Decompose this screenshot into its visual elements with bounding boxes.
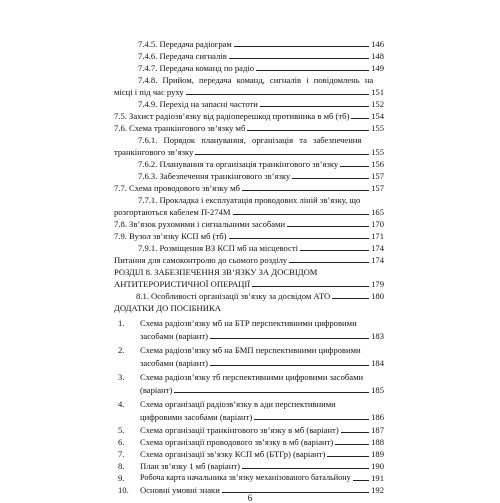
toc-page-number: 186 (371, 412, 384, 422)
leader-line (233, 214, 370, 215)
appendix-number: 6. (118, 437, 125, 447)
toc-page-number: 148 (371, 51, 384, 61)
leader-line (289, 262, 369, 263)
leader-line (340, 166, 369, 167)
toc-page-number: 188 (371, 437, 384, 447)
leader-line (186, 94, 369, 95)
toc-entry-text: 8.1. Особливості організації зв’язку за досвідом АТО (136, 291, 331, 301)
toc-entry-text: Робоча карта начальника зв’язку механізованого батальйону (140, 473, 351, 482)
appendix-number: 3. (118, 372, 125, 382)
leader-line (327, 456, 369, 457)
toc-entry-text: Схема радіозв’язку мб на БМП перспективними цифровими (140, 345, 361, 355)
toc-entry-text: 7.6.2. Планування та організація транкінгового зв’язку (138, 159, 339, 169)
toc-entry (114, 123, 384, 133)
toc-page-number: 154 (371, 111, 384, 121)
leader-line (254, 419, 369, 420)
leader-line (260, 106, 369, 107)
toc-entry-text: цифровими засобами (варіант) (140, 412, 253, 422)
toc-entry (138, 63, 384, 73)
toc-page-number: 191 (371, 473, 384, 483)
leader-line (252, 286, 369, 287)
toc-entry-text: Схема радіозв’язку тб перспективними цифровими засобами (140, 372, 364, 382)
chapter-heading: РОЗДІЛ 8. ЗАБЕЗПЕЧЕННЯ ЗВ’ЯЗКУ ЗА ДОСВІДОМ (114, 267, 318, 277)
toc-entry (114, 279, 384, 289)
toc-page-number: 156 (371, 159, 384, 169)
toc-entry (138, 171, 384, 181)
toc-entry (114, 147, 384, 157)
toc-entry-text: Схема радіозв’язку мб на БТР перспективними цифровими (140, 318, 357, 328)
toc-entry (140, 385, 384, 395)
appendix-number: 1. (118, 318, 125, 328)
toc-entry-text: 7.4.5. Передача радіограм (138, 39, 232, 49)
toc-page-number: 170 (371, 219, 384, 229)
leader-line (242, 468, 369, 469)
toc-page-number: 187 (371, 425, 384, 435)
toc-entry-text: 7.4.9. Перехід на запасні частоти (138, 99, 258, 109)
leader-line (242, 190, 369, 191)
toc-entry (140, 425, 384, 435)
toc-entry-text: Схема організації транкінгового зв’язку в мб (варіант) (140, 425, 339, 435)
appendix-number: 10. (118, 485, 129, 495)
toc-entry (138, 51, 384, 61)
toc-entry-text: місці і під час руху (114, 87, 184, 97)
toc-entry (140, 412, 384, 422)
leader-line (335, 444, 369, 445)
toc-entry (138, 159, 384, 169)
toc-entry (114, 207, 384, 217)
toc-page-number: 174 (371, 243, 384, 253)
leader-line (174, 392, 369, 393)
appendix-number: 8. (118, 461, 125, 471)
toc-entry-text: 7.4.8. Прийом, передача команд, сигналів і повідомлень на (138, 75, 374, 85)
toc-entry-text: засобами (варіант) (140, 358, 209, 368)
toc-entry-text: розгортаються кабелем П-274М (114, 207, 231, 217)
toc-page-number: 174 (371, 255, 384, 265)
toc-entry-text: 7.4.7. Передача команд по радіо (138, 63, 255, 73)
toc-page-number: 180 (371, 291, 384, 301)
toc-entry-text: 7.7.1. Прокладка і експлуатація проводових ліній зв’язку, що (138, 195, 361, 205)
toc-page-number: 190 (371, 461, 384, 471)
toc-page-number: 151 (371, 87, 384, 97)
toc-entry-text: 7.9.1. Розміщення ВЗ КСП мб на місцевості (138, 243, 299, 253)
toc-entry (138, 243, 384, 253)
toc-entry (114, 231, 384, 241)
toc-entry-text: засобами (варіант) (140, 331, 209, 341)
leader-line (300, 250, 369, 251)
leader-line (351, 118, 369, 119)
toc-entry-text: 7.6.3. Забезпечення транкінгового зв’язку (138, 171, 291, 181)
toc-entry-text: АНТИТЕРОРИСТИЧНОЇ ОПЕРАЦІЇ (114, 279, 251, 289)
leader-line (292, 178, 369, 179)
toc-entry-text: 7.5. Захист радіозв’язку від радіоперешкод противника в мб (тб) (114, 111, 350, 121)
toc-entry-text: Схема організації радіозв’язку в ади перспективними (140, 399, 336, 409)
toc-entry-text: транкінгового зв’язку (114, 147, 194, 157)
toc-page-number: 157 (371, 183, 384, 193)
toc-entry (114, 87, 384, 97)
toc-entry-text: 7.4.6. Передача сигналів (138, 51, 227, 61)
toc-page-number: 157 (371, 171, 384, 181)
leader-line (353, 480, 369, 481)
appendix-heading: ДОДАТКИ ДО ПОСІБНИКА (114, 303, 221, 313)
toc-entry-text: План зв’язку 1 мб (варіант) (140, 461, 240, 471)
leader-line (195, 154, 369, 155)
appendix-number: 2. (118, 345, 125, 355)
toc-entry-text: Основні умовні знаки (140, 485, 220, 495)
toc-entry (140, 358, 384, 368)
toc-page-number: 152 (371, 99, 384, 109)
toc-entry-text: Схема організації проводового зв’язку в мб (варіант) (140, 437, 334, 447)
leader-line (210, 365, 369, 366)
toc-entry-text: 7.9. Вузол зв’язку КСП мб (тб) (114, 231, 227, 241)
toc-entry-text: 7.8. Зв’язок рухомими і сигнальними засобами (114, 219, 286, 229)
toc-page-number: 185 (371, 385, 384, 395)
toc-entry-text: 7.7. Схема проводового зв’язку мб (114, 183, 240, 193)
toc-page-number: 146 (371, 39, 384, 49)
toc-page-number: 189 (371, 449, 384, 459)
toc-page-number: 179 (371, 279, 384, 289)
leader-line (256, 70, 369, 71)
toc-entry (140, 437, 384, 447)
toc-entry (140, 449, 384, 459)
leader-line (229, 238, 370, 239)
toc-page-number: 149 (371, 63, 384, 73)
toc-entry (140, 473, 384, 483)
toc-entry (136, 291, 384, 301)
appendix-number: 9. (118, 473, 125, 483)
toc-entry (140, 461, 384, 471)
toc-entry (140, 331, 384, 341)
appendix-number: 4. (118, 399, 125, 409)
leader-line (229, 58, 369, 59)
toc-page-number: 192 (371, 485, 384, 495)
toc-entry-text: 7.6. Схема транкінгового зв’язку мб (114, 123, 246, 133)
leader-line (341, 432, 369, 433)
appendix-number: 7. (118, 449, 125, 459)
page-number: 6 (247, 493, 253, 503)
toc-page-number: 171 (371, 231, 384, 241)
toc-entry-text: Схема організації зв’язку КСП мб (БТГр) (варіант) (140, 449, 326, 459)
toc-entry (114, 111, 384, 121)
toc-entry (114, 219, 384, 229)
leader-line (247, 130, 369, 131)
toc-entry (114, 255, 384, 265)
toc-page-number: 184 (371, 358, 384, 368)
leader-line (234, 46, 369, 47)
appendix-number: 5. (118, 425, 125, 435)
toc-entry (138, 39, 384, 49)
leader-line (332, 298, 369, 299)
toc-entry (114, 183, 384, 193)
toc-page-number: 155 (371, 123, 384, 133)
leader-line (210, 338, 369, 339)
toc-page-number: 165 (371, 207, 384, 217)
toc-entry-text: Питання для самоконтролю до сьомого розділу (114, 255, 288, 265)
toc-entry-text: 7.6.1. Порядок планування, організація та забезпечення (138, 135, 362, 145)
toc-page-number: 183 (371, 331, 384, 341)
toc-entry-text: (варіант) (140, 385, 173, 395)
toc-page-number: 155 (371, 147, 384, 157)
leader-line (287, 226, 369, 227)
toc-entry (138, 99, 384, 109)
